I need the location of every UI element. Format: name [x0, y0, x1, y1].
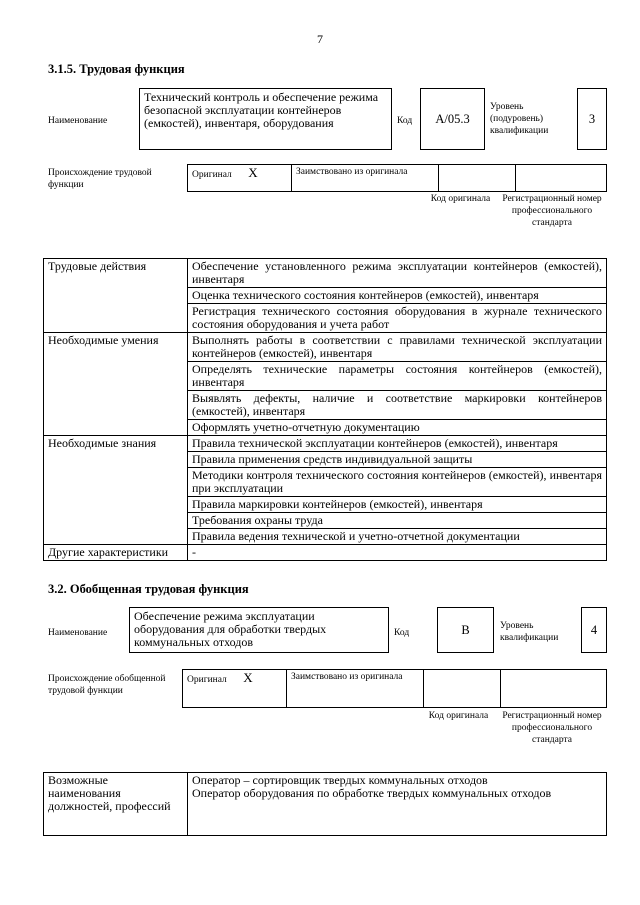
origin-label-2: Происхождение обобщенной трудовой функции [48, 674, 166, 696]
caption-reg-2: Регистрационный номер профессионального стандарта [502, 711, 602, 745]
table-item-cell: Выявлять дефекты, наличие и соответствие маркировки контейнеров (емкостей), инвентаря [188, 391, 607, 420]
table-item-cell: Регистрация технического состояния оборудования в журнале технического состояния оборудования и учета работ [188, 304, 607, 333]
table-item-cell: Правила применения средств индивидуальной защиты [188, 452, 607, 468]
table-item-cell: Оценка технического состояния контейнеров (емкостей), инвентаря [188, 288, 607, 304]
table-item-cell: Обеспечение установленного режима эксплуатации контейнеров (емкостей), инвентаря [188, 259, 607, 288]
code-value-1: A/05.3 [420, 88, 485, 150]
page-number: 7 [317, 32, 323, 46]
origin-original-label-1: Оригинал [192, 170, 232, 180]
table-row [44, 333, 607, 362]
code-label-2: Код [394, 628, 410, 638]
origin-table-1 [187, 164, 607, 192]
origin-reg-cell-1 [516, 165, 607, 192]
table2-item: Оператор – сортировщик твердых коммунальных отходов [192, 773, 488, 787]
table2-item: Оператор оборудования по обработке твердых коммунальных отходов [192, 786, 552, 800]
table-category-cell: Другие характеристики [44, 545, 188, 561]
function-table-2 [43, 772, 607, 836]
caption-code-1: Код оригинала [430, 194, 491, 204]
table-item-cell: Оформлять учетно-отчетную документацию [188, 420, 607, 436]
table-category-cell: Необходимые умения [44, 333, 188, 436]
origin-reg-cell-2 [501, 670, 607, 708]
level-label-2: Уровень квалификации [500, 621, 559, 643]
table-item-cell: Выполнять работы в соответствии с правилами технической эксплуатации контейнеров (емкостей), инвентаря [188, 333, 607, 362]
table-row [44, 436, 607, 452]
origin-code-cell-2 [424, 670, 501, 708]
function-name-1: Технический контроль и обеспечение режима безопасной эксплуатации контейнеров (емкостей), инвентаря, оборудования [139, 88, 392, 150]
table2-category: Возможные наименования должностей, профессий [44, 773, 188, 836]
origin-code-cell-1 [439, 165, 516, 192]
origin-original-label-2: Оригинал [187, 675, 227, 685]
origin-label-1: Происхождение трудовой функции [48, 168, 152, 190]
name-label-2: Наименование [48, 628, 108, 638]
origin-mark-1: X [248, 165, 258, 180]
name-label-1: Наименование [48, 116, 108, 126]
table-row [44, 259, 607, 288]
origin-borrowed-label-2: Заимствовано из оригинала [287, 670, 424, 708]
code-value-2: B [437, 607, 494, 653]
section-heading-1: 3.1.5. Трудовая функция [48, 62, 185, 76]
table-row [44, 545, 607, 561]
function-table-1 [43, 258, 607, 561]
origin-mark-2: X [243, 670, 253, 685]
table-category-cell: Необходимые знания [44, 436, 188, 545]
caption-reg-1: Регистрационный номер профессионального стандарта [502, 194, 602, 228]
table-item-cell: Определять технические параметры состояния контейнеров (емкостей), инвентаря [188, 362, 607, 391]
origin-borrowed-label-1: Заимствовано из оригинала [292, 165, 439, 192]
table-category-cell: Трудовые действия [44, 259, 188, 333]
table-item-cell: Правила ведения технической и учетно-отчетной документации [188, 529, 607, 545]
caption-code-2: Код оригинала [428, 711, 489, 721]
origin-table-2 [182, 669, 607, 708]
table-item-cell: - [188, 545, 607, 561]
section-heading-2: 3.2. Обобщенная трудовая функция [48, 582, 249, 596]
code-label-1: Код [397, 116, 413, 126]
level-value-1: 3 [577, 88, 607, 150]
function-name-2: Обеспечение режима эксплуатации оборудования для обработки твердых коммунальных отходов [129, 607, 389, 653]
table2-items [188, 773, 607, 836]
level-value-2: 4 [581, 607, 607, 653]
table-item-cell: Требования охраны труда [188, 513, 607, 529]
table-item-cell: Правила маркировки контейнеров (емкостей), инвентаря [188, 497, 607, 513]
table-item-cell: Методики контроля технического состояния контейнеров (емкостей), инвентаря при эксплуатации [188, 468, 607, 497]
level-label-1: Уровень (подуровень) квалификации [490, 102, 549, 136]
table-item-cell: Правила технической эксплуатации контейнеров (емкостей), инвентаря [188, 436, 607, 452]
